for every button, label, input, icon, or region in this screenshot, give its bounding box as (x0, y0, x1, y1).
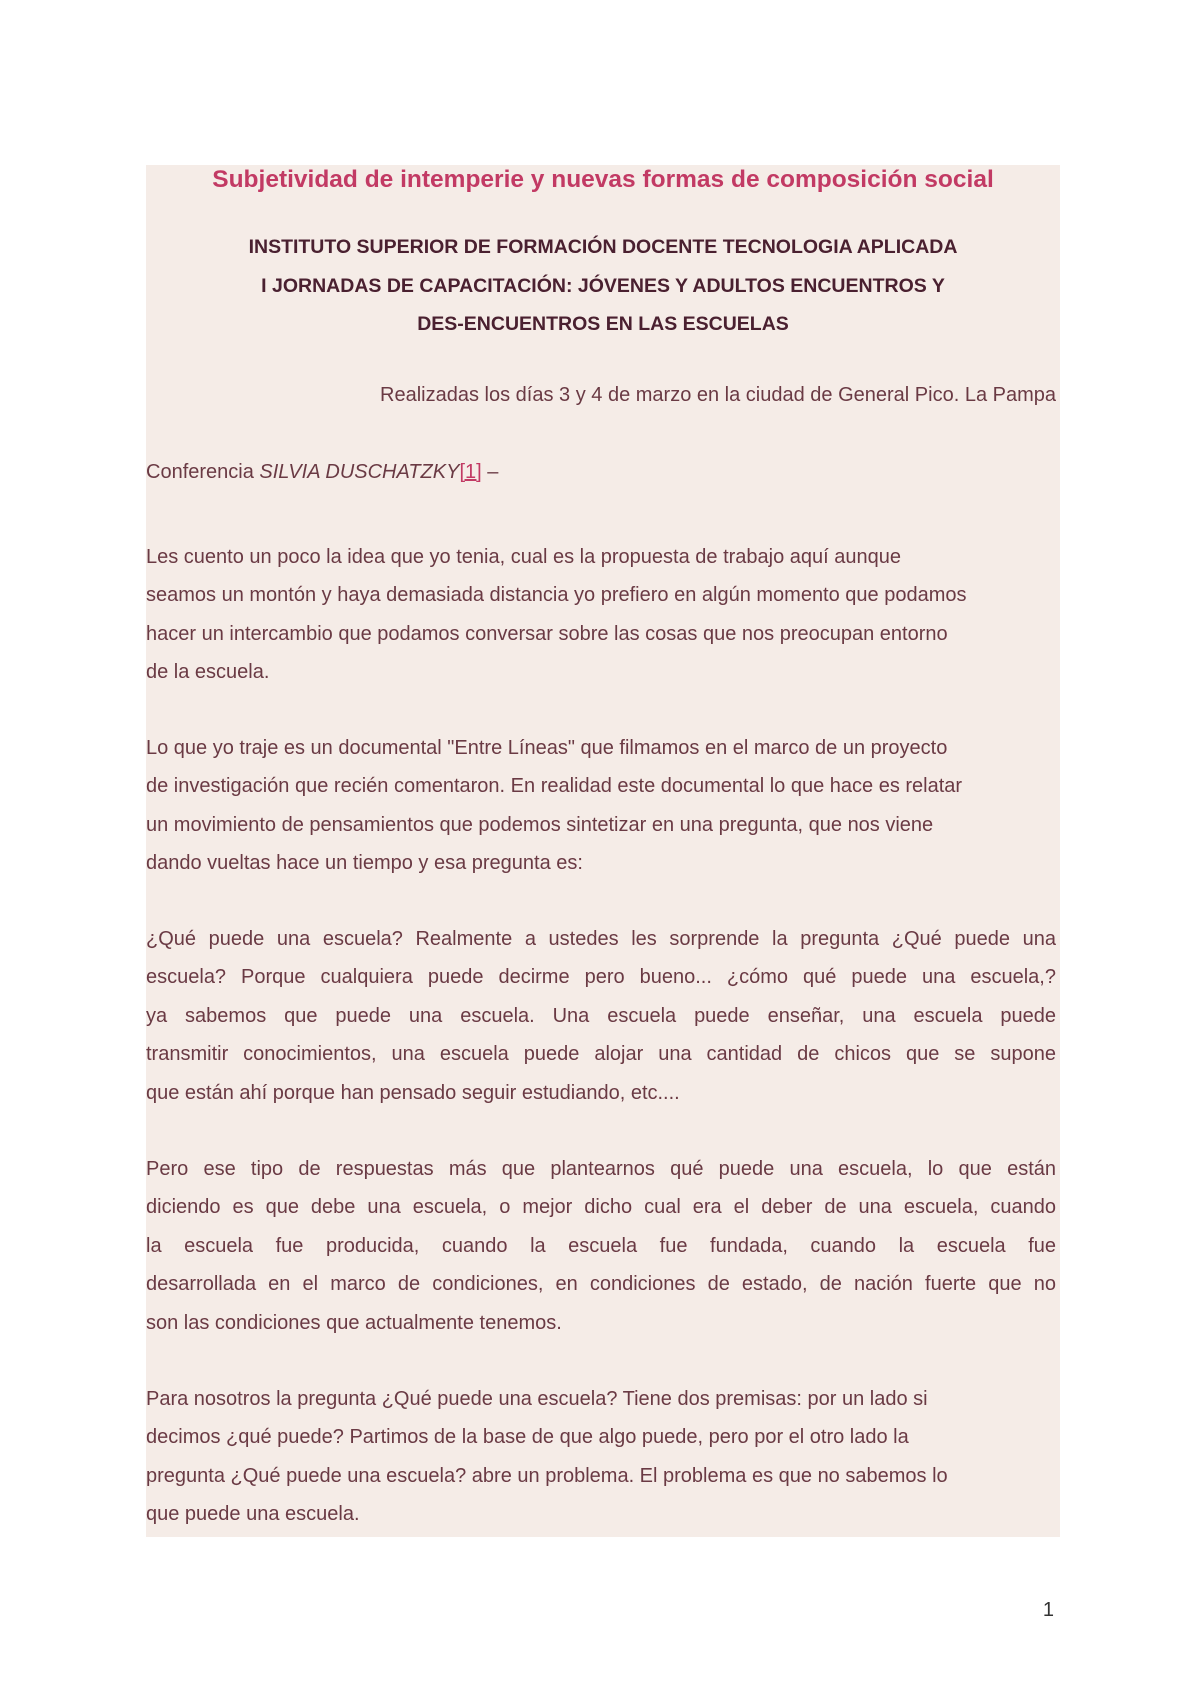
paragraph-line: diciendo es que debe una escuela, o mejor dicho cual era el deber de una escuela, cuando (146, 1196, 1056, 1219)
paragraph-line: Les cuento un poco la idea que yo tenia, cual es la propuesta de trabajo aquí aunque (146, 546, 902, 568)
paragraph-line: que están ahí porque han pensado seguir estudiando, etc.... (146, 1081, 680, 1104)
paragraph-documental (146, 729, 1056, 883)
speaker-name: SILVIA DUSCHATZKY (259, 461, 460, 483)
paragraph-answers (146, 1150, 1056, 1342)
conference-suffix: – (481, 461, 499, 483)
paragraph-line: hacer un intercambio que podamos conversar sobre las cosas que nos preocupan entorno (146, 622, 948, 645)
institution-header (146, 228, 1060, 344)
conference-prefix: Conferencia (146, 461, 260, 483)
paragraph-line: pregunta ¿Qué puede una escuela? abre un problema. El problema es que no sabemos lo (146, 1464, 948, 1487)
header-line-event-subtitle: DES-ENCUENTROS EN LAS ESCUELAS (417, 313, 789, 335)
paragraph-line: decimos ¿qué puede? Partimos de la base de que algo puede, pero por el otro lado la (146, 1426, 909, 1449)
paragraph-line: ¿Qué puede una escuela? Realmente a ustedes les sorprende la pregunta ¿Qué puede una (146, 928, 1056, 950)
footnote-link[interactable]: [1] (459, 461, 482, 483)
paragraph-premises (146, 1380, 1056, 1534)
event-dateline: Realizadas los días 3 y 4 de marzo en la ciudad de General Pico. La Pampa (380, 384, 1056, 406)
header-line-institute: INSTITUTO SUPERIOR DE FORMACIÓN DOCENTE TECNOLOGIA APLICADA (248, 236, 958, 258)
paragraph-line: Para nosotros la pregunta ¿Qué puede una escuela? Tiene dos premisas: por un lado si (146, 1388, 928, 1410)
paragraph-intro (146, 538, 1056, 692)
page-number: 1 (1042, 1599, 1054, 1621)
paragraph-line: de investigación que recién comentaron. En realidad este documental lo que hace es relatar (146, 775, 963, 798)
paragraph-line: seamos un montón y haya demasiada distancia yo prefiero en algún momento que podamos (146, 584, 967, 607)
paragraph-line: dando vueltas hace un tiempo y esa pregunta es: (146, 852, 583, 875)
paragraph-line: son las condiciones que actualmente tenemos. (146, 1311, 562, 1334)
paragraph-line: Pero ese tipo de respuestas más que plantearnos qué puede una escuela, lo que están (146, 1158, 1056, 1180)
paragraph-line: Lo que yo traje es un documental "Entre Líneas" que filmamos en el marco de un proyecto (146, 737, 948, 759)
paragraph-line: desarrollada en el marco de condiciones, en condiciones de estado, de nación fuerte que no (146, 1273, 1056, 1296)
paragraph-line: que puede una escuela. (146, 1503, 360, 1526)
conference-line (146, 457, 498, 487)
header-line-event: I JORNADAS DE CAPACITACIÓN: JÓVENES Y ADULTOS ENCUENTROS Y (261, 274, 945, 297)
paragraph-line: de la escuela. (146, 661, 270, 684)
paragraph-line: la escuela fue producida, cuando la escuela fue fundada, cuando la escuela fue (146, 1234, 1056, 1257)
paragraph-line: ya sabemos que puede una escuela. Una escuela puede enseñar, una escuela puede (146, 1004, 1056, 1027)
paragraph-line: escuela? Porque cualquiera puede decirme pero bueno... ¿cómo qué puede una escuela,? (146, 966, 1056, 989)
paragraph-line: un movimiento de pensamientos que podemos sintetizar en una pregunta, que nos viene (146, 813, 934, 836)
paragraph-line: transmitir conocimientos, una escuela puede alojar una cantidad de chicos que se supone (146, 1043, 1056, 1066)
document-title: Subjetividad de intemperie y nuevas formas de composición social (212, 166, 994, 193)
paragraph-question (146, 920, 1056, 1112)
